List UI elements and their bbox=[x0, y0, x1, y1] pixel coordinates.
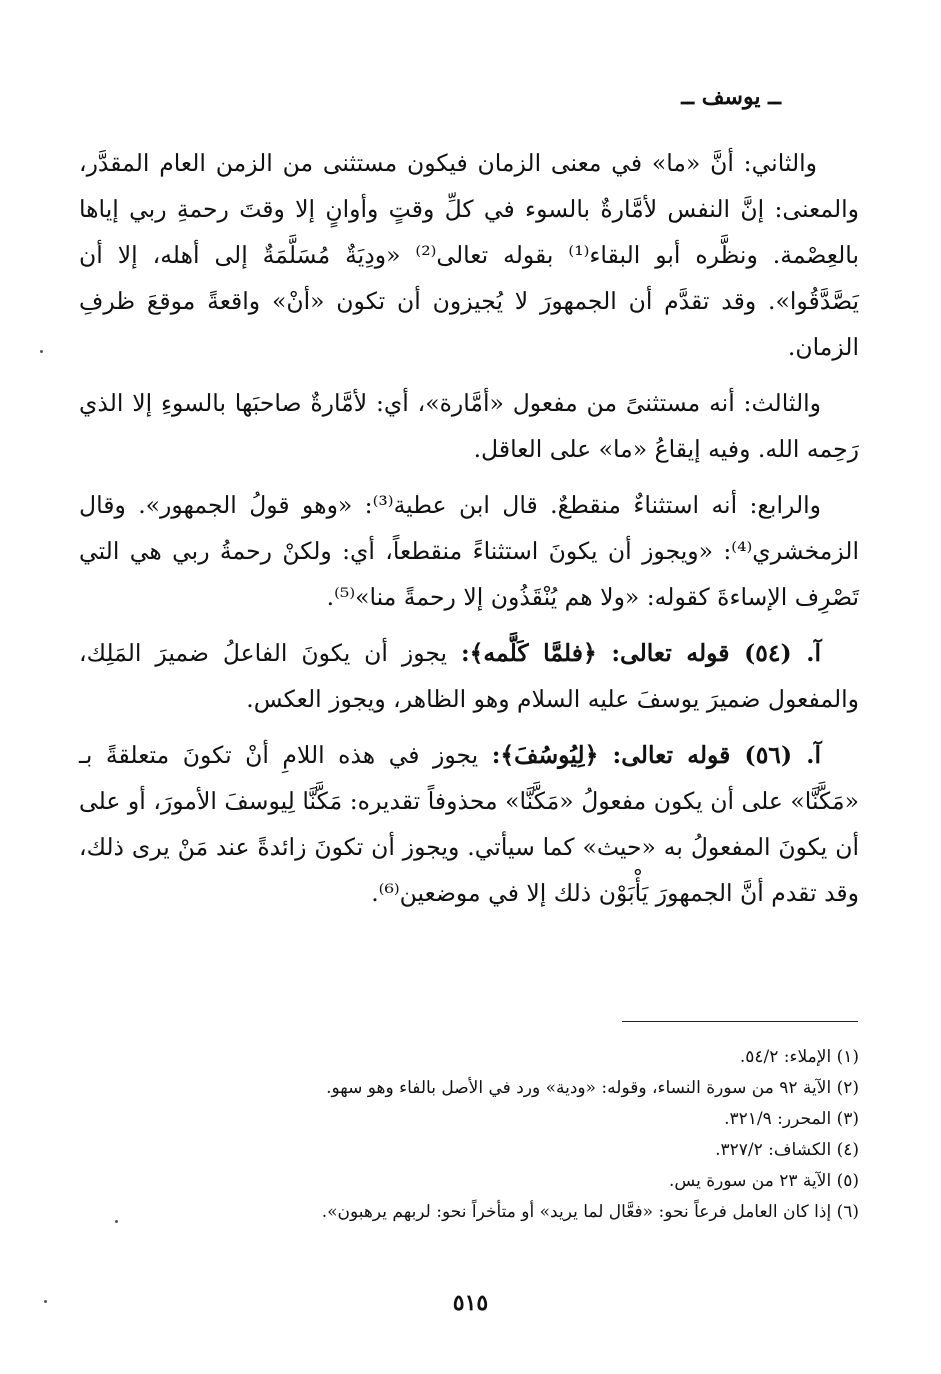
paragraph-third-view: والثالث: أنه مستثنىً من مفعول «أمَّارة»، أي: لأمَّارةٌ صاحبَها بالسوءِ إلا الذي رَحِمه الله. وفيه إيقاعُ «ما» على العاقل. bbox=[79, 389, 859, 463]
scan-speck bbox=[40, 350, 43, 353]
footnote-6: (٦) إذا كان العامل فرعاً نحو: «فعَّال لما يريد» أو متأخراً نحو: لربهم يرهبون». bbox=[321, 1202, 859, 1222]
verse-56-heading: آ. (٥٦) قوله تعالى: ﴿لِيُوسُفَ﴾: bbox=[491, 741, 821, 769]
paragraph-second-view: والثاني: أنَّ «ما» في معنى الزمان فيكون مستثنى من الزمن العام المقدَّر، والمعنى: إنَّ النفس لأمَّارةٌ بالسوء في كلِّ وقتٍ وأوانٍ إلا وقتَ رحمةِ ربي إياها بالعِصْمة. ونظَّره أبو البقاء⁽¹⁾ بقوله تعالى⁽²⁾ «ودِيَةٌ مُسَلَّمَةٌ إلى أهله، إلا أن يَصَّدَّقُوا». وقد تقدَّم أن الجمهورَ لا يُجيزون أن تكون «أنْ» واقعةً موقعَ ظرفِ الزمان. bbox=[79, 149, 859, 361]
verse-54-text: يجوز أن يكونَ الفاعلُ ضميرَ المَلِك، والمفعول ضميرَ يوسفَ عليه السلام وهو الظاهر، ويجوز العكس. bbox=[79, 639, 859, 713]
footnote-3: (٣) المحرر: ٣٢١/٩. bbox=[724, 1109, 859, 1129]
main-text bbox=[79, 140, 859, 926]
paragraph-fourth-view: والرابع: أنه استثناءٌ منقطعٌ. قال ابن عطية⁽³⁾: «وهو قولُ الجمهور». وقال الزمخشري⁽⁴⁾: «ويجوز أن يكونَ استثناءً منقطعاً، أي: ولكنْ رحمةُ ربي هي التي تَصْرِف الإساءةَ كقوله: «ولا هم يُنْقَذُون إلا رحمةً منا»⁽⁵⁾. bbox=[79, 491, 859, 611]
running-head: ــ يوسف ــ bbox=[681, 84, 781, 110]
footnote-5: (٥) الآية ٢٣ من سورة يس. bbox=[669, 1171, 859, 1191]
scan-speck bbox=[115, 1220, 118, 1223]
page-number: ٥١٥ bbox=[452, 1290, 489, 1316]
footnotes bbox=[79, 1042, 859, 1228]
footnote-2: (٢) الآية ٩٢ من سورة النساء، وقوله: «ودية» ورد في الأصل بالفاء وهو سهو. bbox=[326, 1078, 859, 1098]
verse-54-heading: آ. (٥٤) قوله تعالى: ﴿فلمَّا كَلَّمه﴾: bbox=[460, 639, 821, 667]
scan-speck bbox=[44, 1300, 47, 1303]
footnote-separator bbox=[622, 1021, 858, 1022]
verse-56-text: يجوز في هذه اللامِ أنْ تكونَ متعلقةً بـ «مَكَّنَّا» على أن يكون مفعولُ «مَكَّنَّا» محذوفاً تقديره: مَكَّنَّا لِيوسفَ الأمورَ، أو على أن يكونَ المفعولُ به «حيث» كما سيأتي. ويجوز أن تكونَ زائدةً عند مَنْ يرى ذلك، وقد تقدم أنَّ الجمهورَ يَأْبَوْن ذلك إلا في موضعين⁽⁶⁾. bbox=[79, 741, 859, 907]
footnote-4: (٤) الكشاف: ٣٢٧/٢. bbox=[715, 1140, 859, 1160]
verse-54-entry bbox=[79, 630, 859, 722]
footnote-1: (١) الإملاء: ٥٤/٢. bbox=[739, 1047, 859, 1067]
verse-56-entry bbox=[79, 732, 859, 916]
